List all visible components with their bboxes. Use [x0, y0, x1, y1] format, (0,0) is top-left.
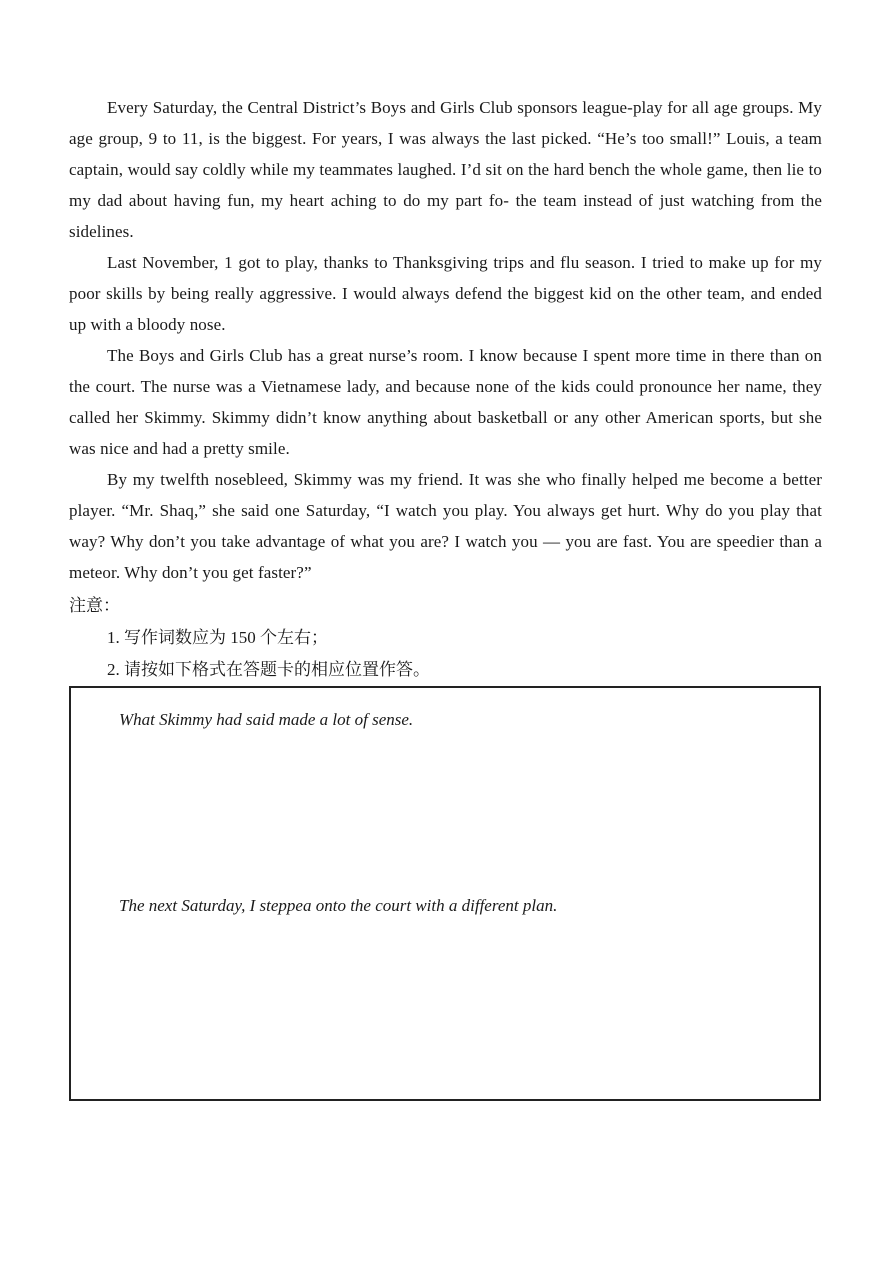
continuation-prompt-2: The next Saturday, I steppea onto the court with a different plan.	[119, 896, 558, 915]
story-paragraph-2: Last November, 1 got to play, thanks to Thanksgiving trips and flu season. I tried to make up for my poor skills by being really aggressive. I would always defend the biggest kid on the other team, and ended up with a bloody nose.	[69, 253, 822, 334]
story-paragraph-4: By my twelfth nosebleed, Skimmy was my friend. It was she who finally helped me become a better player. “Mr. Shaq,” she said one Saturday, “I watch you play. You always get hurt. Why do you play that way? Why don’t you take advantage of what you are? I watch you — you are fast. You are speedier than a meteor. Why don’t you get faster?”	[69, 470, 822, 582]
continuation-prompt-1: What Skimmy had said made a lot of sense.	[119, 710, 414, 729]
instruction-word-count: 1. 写作词数应为 150 个左右；	[107, 628, 328, 647]
story-text	[69, 92, 822, 588]
instruction-format: 2. 请按如下格式在答题卡的相应位置作答。	[107, 660, 430, 679]
instructions	[69, 590, 822, 686]
answer-box	[69, 686, 821, 1101]
story-paragraph-3: The Boys and Girls Club has a great nurse’s room. I know because I spent more time in there than on the court. The nurse was a Vietnamese lady, and because none of the kids could pronounce her name, they called her Skimmy. Skimmy didn’t know anything about basketball or any other American sports, but she was nice and had a pretty smile.	[69, 346, 822, 458]
instructions-title: 注意：	[69, 596, 120, 615]
story-paragraph-1: Every Saturday, the Central District’s Boys and Girls Club sponsors league-play for all age groups. My age group, 9 to 11, is the biggest. For years, I was always the last picked. “He’s too small!” Louis, a team captain, would say coldly while my teammates laughed. I’d sit on the hard bench the whole game, then lie to my dad about having fun, my heart aching to do my part fo- the team instead of just watching from the sidelines.	[69, 98, 822, 241]
